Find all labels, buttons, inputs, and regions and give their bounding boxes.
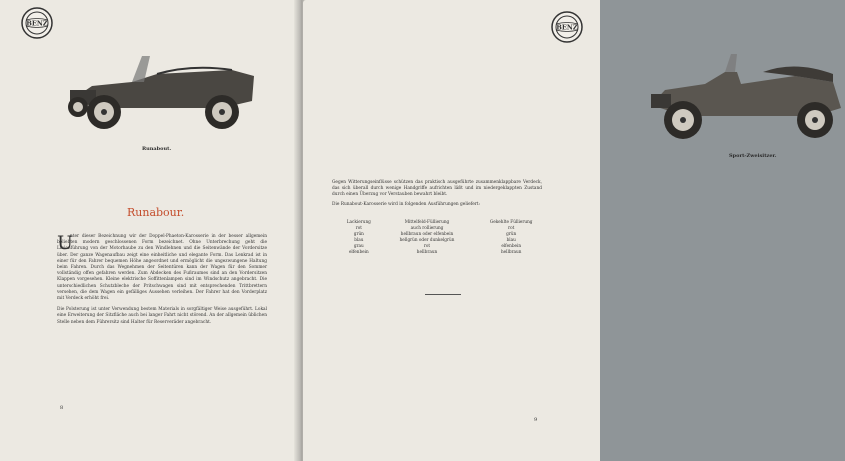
- table-cell: rot: [508, 225, 515, 230]
- table-cell: blau: [354, 237, 364, 242]
- table-cell: elfenbein: [501, 243, 522, 248]
- paragraph: Die Polsterung ist unter Verwendung bestem Materials in sorgfältiger Weise ausgeführt. Lokal eine Erweiterung der Sitzfläche auch bei langer Fahrt nicht störend. An der allgemein üblichen Stelle neben dem Führersitz sind Halter für Reserveräder angebracht.: [57, 307, 267, 325]
- column-header: Lackierung: [346, 219, 371, 224]
- drop-cap: U: [57, 232, 74, 254]
- column-header: Mittelfeld-Füllierung: [404, 219, 450, 224]
- paragraph: Gegen Witterungseinflüsse schützen das praktisch ausgeführte zusammenklappbare Verdeck, das sich überall durch wenige Handgriffe aufrichten läßt und im niedergeklappten Zustand durch einen Überzug vor Verstauben bewahrt bleibt.: [332, 180, 542, 198]
- column-header: Gekehlte Füllierung: [489, 219, 533, 224]
- table-cell: grün: [506, 231, 517, 236]
- right-logo-text: BENZ: [556, 23, 578, 32]
- body-text: [57, 234, 267, 331]
- table-cell: hellbraun oder elfenbein: [400, 231, 454, 236]
- body-text: [332, 180, 542, 211]
- table-cell: grün: [353, 231, 364, 236]
- sport-car-illustration: [645, 50, 845, 145]
- tourer-car-illustration: [62, 46, 262, 136]
- table-cell: blau: [506, 237, 516, 242]
- benz-logo-icon: [21, 7, 53, 39]
- table-cell: grau: [353, 243, 364, 248]
- trim-options-table: [338, 219, 548, 255]
- car-caption: Runabout.: [142, 146, 172, 152]
- table-cell: hellgrün oder dunkelgrün: [399, 237, 455, 242]
- table-row: [338, 249, 548, 255]
- table-cell: elfenbein: [348, 249, 369, 254]
- table-cell: rot: [355, 225, 362, 230]
- left-logo-text: BENZ: [26, 19, 48, 28]
- car-caption: Sport-Zweisitzer.: [729, 153, 777, 159]
- section-divider: [425, 294, 461, 295]
- table-cell: auch rollierung: [410, 225, 444, 230]
- page-number: 9: [534, 417, 538, 423]
- left-page: [0, 0, 298, 461]
- table-cell: hellbraun: [500, 249, 522, 254]
- paragraph: nter dieser Bezeichnung wir der Doppel-Phaeton-Karosserie in der besser allgemein beliebten modern geschlossenen Form bezeichnet. Ohne Unterbrechung geht die Linienführung von der Motorhaube zu den Windlehnen und die Seitenwände der Vordersitze über. Der ganze Wagenaufbau zeigt eine einheitliche und elegante Form. Das Lenkrad ist in einer für den Fahrer bequemen Höhe angeordnet und ermöglicht die ungezwungene Haltung beim Fahren. Durch das Wegnehmen der Seitentüren kann der Wagen für den Sommer vollständig offen gefahren werden. Zum Abdecken des Fußraumes sind an den Vordersitzen Klappen vorgesehen. Kleine elektrische Soffittenlampen sind im Windschutz angebracht. Die unterschiedlichen Schutzbleche der Pritschwagen sind mit entsprechenden Trittbrettern versehen, die dem Wagen ein gefälliges Aussehen verleihen. Der Fahrer hat den Vorderplatz mit Verdeck erhöht frei.: [57, 234, 267, 302]
- benz-logo-icon: [551, 11, 583, 43]
- table-cell: rot: [423, 243, 431, 248]
- table-cell: hellbraun: [416, 249, 438, 254]
- section-title: Runabour.: [127, 206, 185, 219]
- page-number: 8: [60, 405, 64, 411]
- paragraph: Die Runabout-Karosserie wird in folgenden Ausführungen geliefert:: [332, 201, 480, 207]
